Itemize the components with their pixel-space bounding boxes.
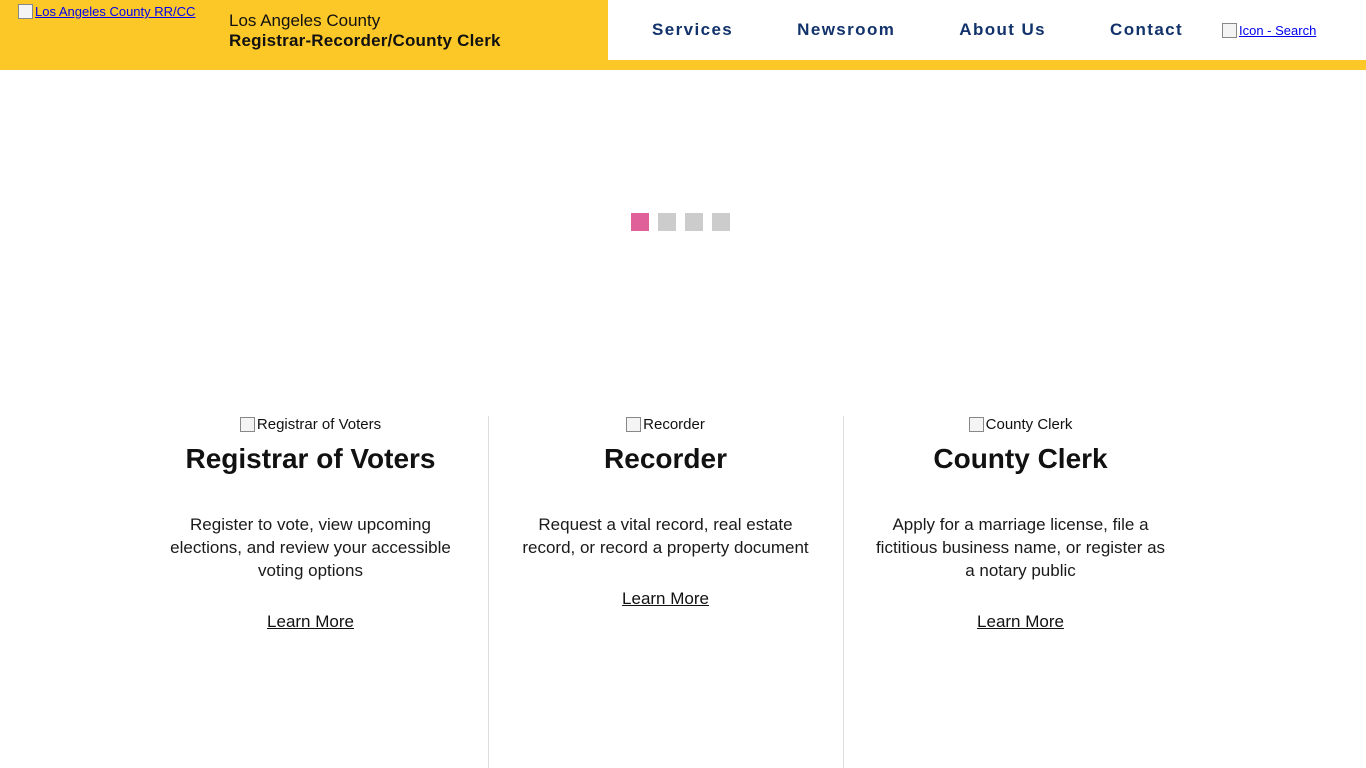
registrar-of-voters-icon: Registrar of Voters xyxy=(240,416,381,433)
registrar-of-voters-learn-more-link[interactable]: Learn More xyxy=(267,611,354,631)
county-clerk-image-wrap xyxy=(855,416,1186,434)
county-clerk-description: Apply for a marriage license, file a fictitious business name, or register as a notary public xyxy=(875,514,1166,580)
primary-navigation xyxy=(620,0,1215,60)
service-card-county-clerk xyxy=(843,416,1198,632)
left-gutter xyxy=(0,416,133,632)
brand-department-label: Registrar-Recorder/County Clerk xyxy=(229,31,501,51)
recorder-icon: Recorder xyxy=(626,416,705,433)
brand-block[interactable] xyxy=(0,0,608,60)
header-accent-bar xyxy=(0,60,1366,70)
county-clerk-learn-more-link[interactable]: Learn More xyxy=(977,611,1064,631)
hero-carousel xyxy=(0,70,1366,350)
site-logo-image[interactable]: Los Angeles County RR/CC xyxy=(18,4,195,19)
carousel-dot-2[interactable] xyxy=(658,213,676,231)
brand-title xyxy=(229,11,501,52)
county-clerk-icon: County Clerk xyxy=(969,416,1073,433)
nav-item-about-us[interactable]: About Us xyxy=(959,20,1047,39)
nav-item-services[interactable]: Services xyxy=(652,20,734,39)
carousel-dot-3[interactable] xyxy=(685,213,703,231)
site-header xyxy=(0,0,1366,60)
registrar-of-voters-description: Register to vote, view upcoming elections, and review your accessible voting options xyxy=(170,514,451,580)
nav-item-newsroom[interactable]: Newsroom xyxy=(797,20,896,39)
recorder-description: Request a vital record, real estate record, or record a property document xyxy=(522,514,809,557)
registrar-of-voters-title: Registrar of Voters xyxy=(185,443,436,474)
recorder-title: Recorder xyxy=(604,443,727,474)
recorder-learn-more-link[interactable]: Learn More xyxy=(622,588,709,608)
right-gutter xyxy=(1198,416,1331,632)
divider-left-of-county-clerk xyxy=(843,416,844,768)
registrar-of-voters-image-wrap xyxy=(145,416,476,434)
county-clerk-title: County Clerk xyxy=(933,443,1108,474)
carousel-dots xyxy=(631,213,730,231)
service-card-recorder xyxy=(488,416,843,632)
search-icon[interactable]: Icon - Search xyxy=(1222,23,1316,38)
divider-left-of-recorder xyxy=(488,416,489,768)
service-card-registrar-of-voters xyxy=(133,416,488,632)
service-columns xyxy=(0,416,1366,632)
carousel-dot-4[interactable] xyxy=(712,213,730,231)
brand-county-label: Los Angeles County xyxy=(229,11,381,30)
recorder-image-wrap xyxy=(500,416,831,434)
carousel-dot-1[interactable] xyxy=(631,213,649,231)
nav-item-contact[interactable]: Contact xyxy=(1110,20,1184,39)
